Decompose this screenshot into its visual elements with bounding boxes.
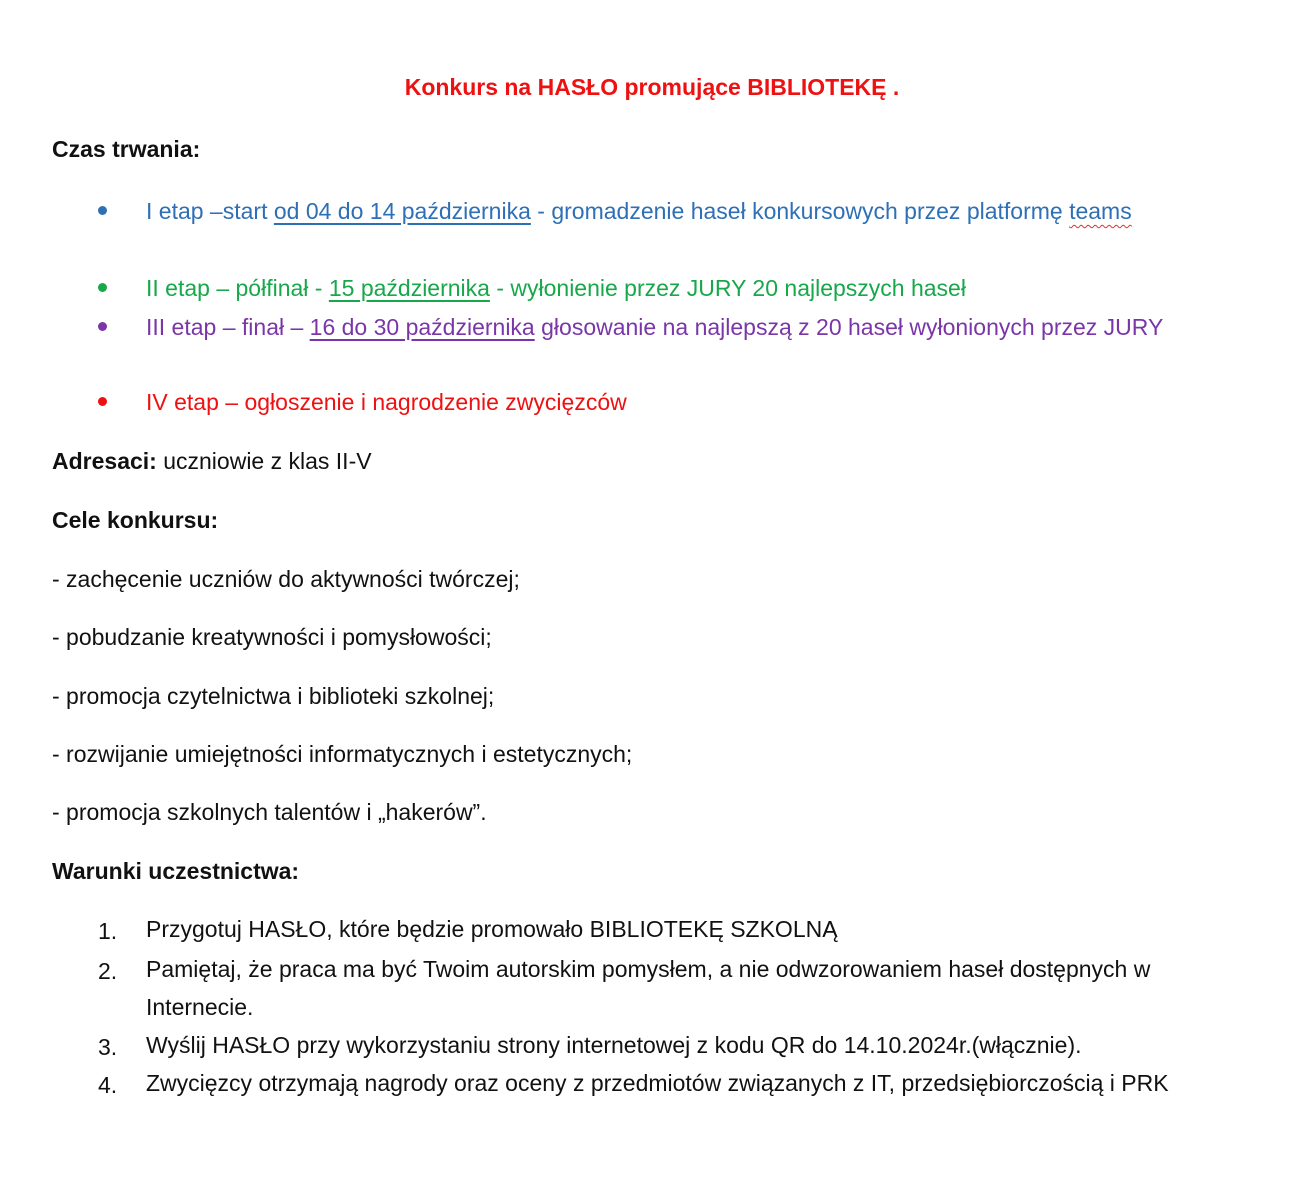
stage-description: głosowanie na najlepszą z 20 haseł wyłonionych przez JURY — [534, 314, 1164, 340]
goal-item: - zachęcenie uczniów do aktywności twórczej; — [52, 566, 520, 592]
recipients-label: Adresaci: — [52, 448, 157, 474]
stage-lead: III etap – finał – — [146, 314, 310, 340]
goal-item: - pobudzanie kreatywności i pomysłowości; — [52, 624, 492, 650]
duration-heading: Czas trwania: — [52, 136, 201, 162]
stage-date: 15 października — [328, 275, 490, 301]
stage-text — [146, 308, 1236, 346]
goal-item: - promocja szkolnych talentów i „hakerów”. — [52, 799, 487, 825]
bullet-dot-icon — [98, 206, 107, 215]
stage-platform: teams — [1069, 198, 1132, 224]
stage-date: 16 do 30 października — [309, 314, 535, 340]
stage-description: - gromadzenie haseł konkursowych przez platformę — [530, 198, 1070, 224]
goal-item: - promocja czytelnictwa i biblioteki szkolnej; — [52, 683, 495, 709]
document-title: Konkurs na HASŁO promujące BIBLIOTEKĘ . — [404, 74, 900, 100]
stage-description: - wyłonienie przez JURY 20 najlepszych haseł — [489, 275, 966, 301]
stage-lead: IV etap – ogłoszenie i nagrodzenie zwycięzców — [146, 389, 627, 415]
condition-number: 1. — [98, 918, 118, 944]
bullet-dot-icon — [98, 283, 107, 292]
goal-item: - rozwijanie umiejętności informatycznych i estetycznych; — [52, 741, 633, 767]
recipients-line — [52, 448, 372, 475]
stage-text — [146, 192, 1236, 230]
condition-text: Wyślij HASŁO przy wykorzystaniu strony internetowej z kodu QR do 14.10.2024r.(włącznie). — [146, 1032, 1082, 1058]
condition-text: Zwycięzcy otrzymają nagrody oraz oceny z przedmiotów związanych z IT, przedsiębiorczością i PRK — [146, 1070, 1169, 1096]
conditions-heading: Warunki uczestnictwa: — [52, 858, 300, 884]
condition-text: Pamiętaj, że praca ma być Twoim autorskim pomysłem, a nie odwzorowaniem haseł dostępnych w Internecie. — [146, 956, 1151, 1020]
goals-heading: Cele konkursu: — [52, 507, 219, 533]
stage-date: od 04 do 14 października — [273, 198, 531, 224]
stage-lead: I etap –start — [146, 198, 274, 224]
stage-text — [146, 269, 1236, 307]
condition-number: 2. — [98, 958, 118, 984]
condition-number: 4. — [98, 1072, 118, 1098]
stage-text — [146, 383, 1236, 421]
bullet-dot-icon — [98, 397, 107, 406]
bullet-dot-icon — [98, 322, 107, 331]
condition-number: 3. — [98, 1034, 118, 1060]
recipients-value: uczniowie z klas II-V — [156, 448, 372, 474]
condition-text: Przygotuj HASŁO, które będzie promowało BIBLIOTEKĘ SZKOLNĄ — [146, 916, 838, 942]
stage-lead: II etap – półfinał - — [146, 275, 329, 301]
